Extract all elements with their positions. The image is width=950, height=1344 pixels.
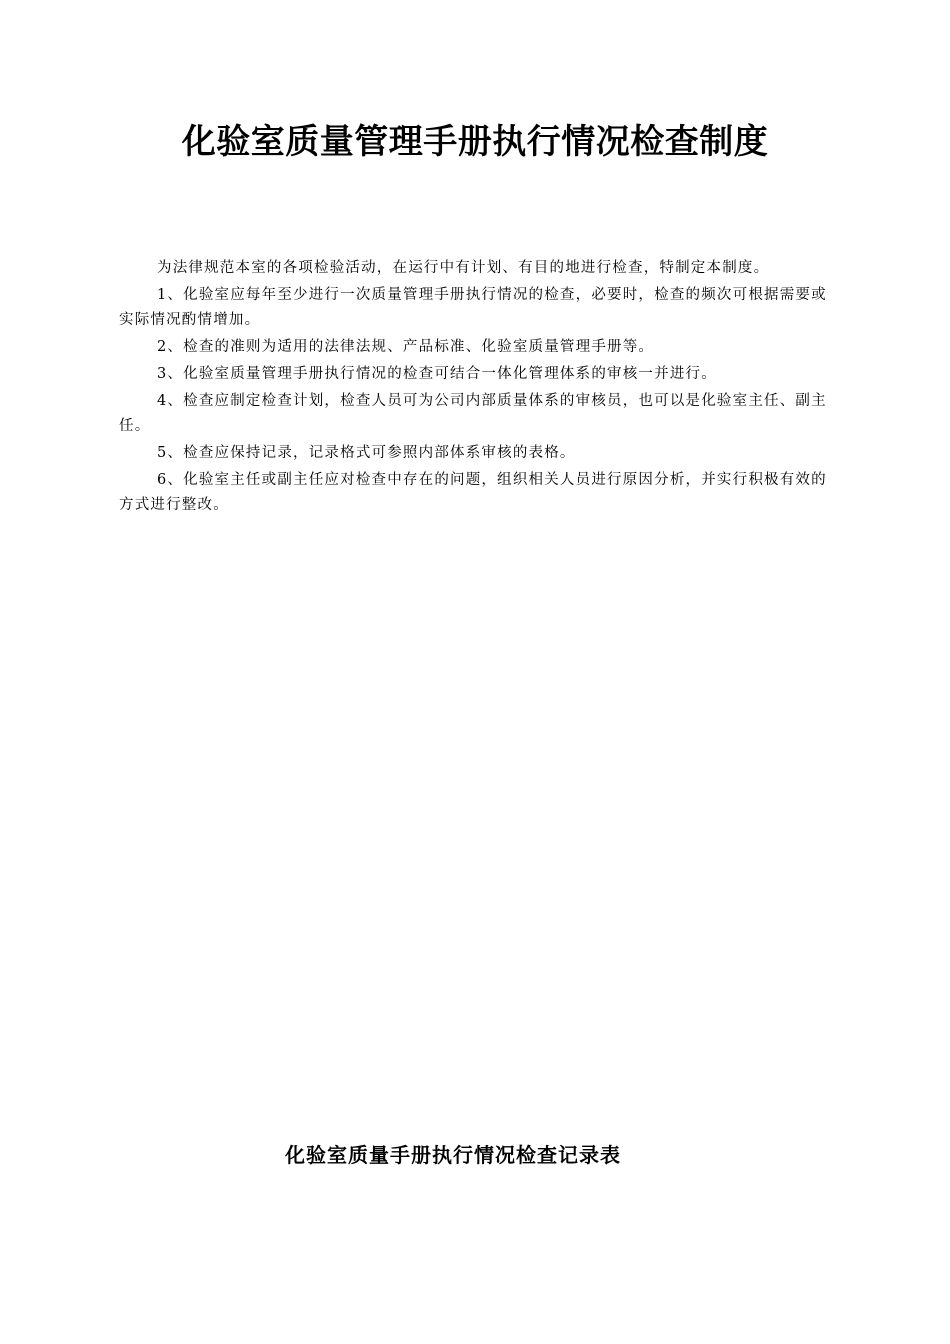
clause-5: 5、检查应保持记录，记录格式可参照内部体系审核的表格。	[157, 445, 576, 461]
clause-4: 4、检查应制定检查计划，检查人员可为公司内部质量体系的审核员，也可以是化验室主任、副主任。	[119, 393, 827, 434]
intro-paragraph: 为法律规范本室的各项检验活动，在运行中有计划、有目的地进行检查，特制定本制度。	[157, 260, 770, 276]
clause-6: 6、化验室主任或副主任应对检查中存在的问题，组织相关人员进行原因分析，并实行积极有效的方式进行整改。	[119, 472, 827, 513]
clause-1: 1、化验室应每年至少进行一次质量管理手册执行情况的检查，必要时，检查的频次可根据需要或实际情况酌情增加。	[119, 287, 827, 328]
page-title: 化验室质量管理手册执行情况检查制度	[181, 122, 769, 162]
document-body	[119, 256, 835, 520]
record-table-title: 化验室质量手册执行情况检查记录表	[285, 1143, 621, 1167]
clause-2: 2、检查的准则为适用的法律法规、产品标准、化验室质量管理手册等。	[157, 339, 655, 355]
clause-3: 3、化验室质量管理手册执行情况的检查可结合一体化管理体系的审核一并进行。	[157, 366, 717, 382]
